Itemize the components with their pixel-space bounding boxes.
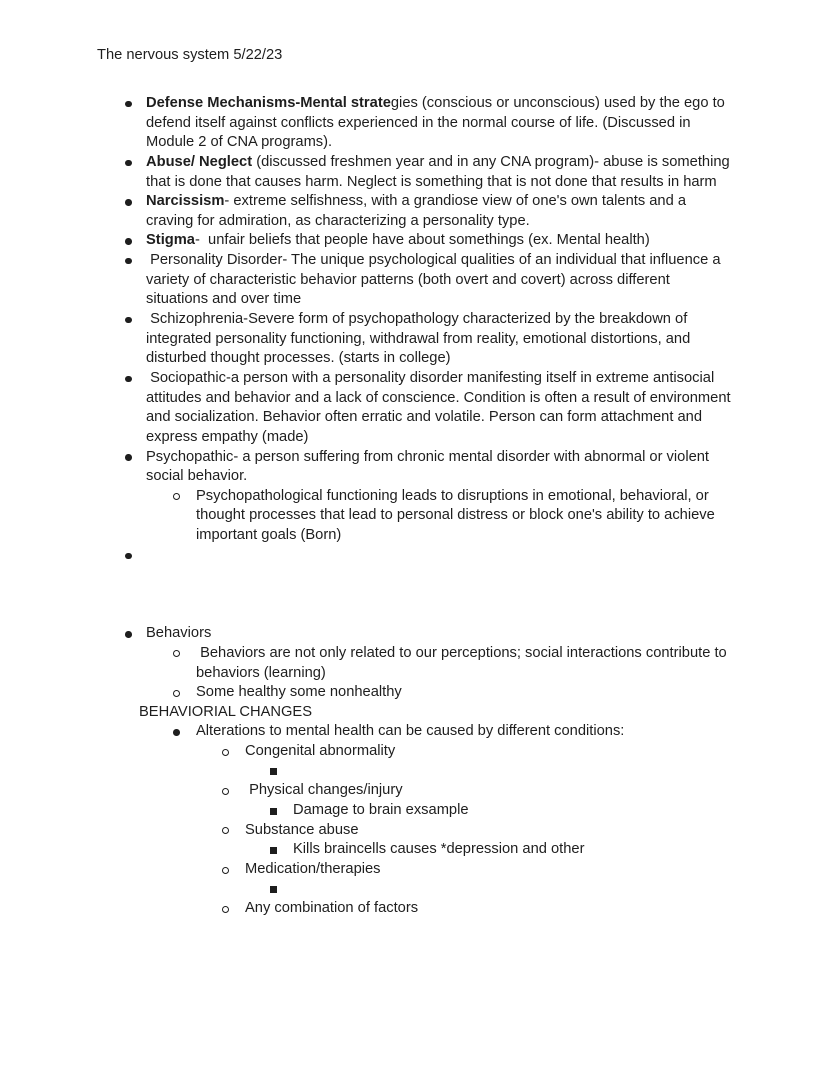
list-item-text: BEHAVIORIAL CHANGES	[139, 703, 313, 720]
document-title: The nervous system 5/22/23	[97, 47, 283, 63]
list-item-text: Alterations to mental health can be caused by different conditions:	[196, 723, 625, 740]
list-item	[245, 860, 731, 880]
list-item-text: Kills braincells causes *depression and other	[293, 841, 585, 858]
blank-line	[0, 565, 731, 585]
list-item-text: Congenital abnormality	[245, 743, 396, 760]
list-item	[146, 251, 731, 310]
list-item	[146, 153, 734, 192]
bullet-square-icon	[270, 768, 277, 775]
bullet-circle-icon	[222, 788, 229, 795]
list-item	[146, 369, 735, 448]
list-item	[293, 762, 731, 782]
list-item-text: Narcissism- extreme selfishness, with a grandiose view of one's own talents and a craving for admiration, as characterizing a personality type.	[146, 193, 691, 229]
list-item-text: Abuse/ Neglect (discussed freshmen year and in any CNA program)- abuse is something that is done that causes harm. Neglect is something that is not done that results in harm	[146, 153, 734, 190]
list-item	[146, 448, 731, 487]
list-item-text: Some healthy some nonhealthy	[196, 684, 402, 701]
bullet-circle-icon	[222, 827, 229, 834]
list-item	[245, 821, 731, 841]
list-item	[196, 683, 731, 703]
blank-line	[0, 585, 731, 605]
list-item	[245, 899, 731, 919]
bullet-disc-icon	[125, 454, 132, 461]
list-item-text: Schizophrenia-Severe form of psychopathology characterized by the breakdown of integrated personality functioning, withdrawal from reality, emotional distortions, and disturbed thought processes. (starts in college)	[146, 311, 695, 367]
bullet-disc-icon	[125, 199, 132, 206]
bullet-disc-icon	[125, 317, 132, 324]
notes-list	[0, 94, 735, 919]
list-item	[146, 231, 731, 251]
list-item	[146, 192, 731, 231]
list-item-text: Stigma- unfair beliefs that people have about somethings (ex. Mental health)	[146, 232, 650, 249]
list-item	[196, 722, 731, 742]
bullet-disc-icon	[125, 101, 132, 108]
list-item-text: Psychopathic- a person suffering from chronic mental disorder with abnormal or violent social behavior.	[146, 448, 714, 485]
bullet-disc-icon	[125, 238, 132, 245]
list-item	[196, 644, 731, 683]
list-item-text: Personality Disorder- The unique psychological qualities of an individual that influence a variety of characteristic behavior patterns (both overt and covert) across different situations and over time	[146, 252, 725, 308]
list-item	[245, 781, 731, 801]
blank-line	[0, 605, 731, 625]
list-item	[245, 742, 731, 762]
bullet-disc-icon	[125, 631, 132, 638]
list-item	[293, 801, 731, 821]
list-item	[293, 880, 731, 900]
list-item-text: Defense Mechanisms-Mental strategies (conscious or unconscious) used by the ego to defend itself against conflicts experienced in the normal course of life. (Discussed in Module 2 of CNA programs).	[146, 95, 729, 151]
bullet-disc-icon	[125, 376, 132, 383]
list-item-text: Any combination of factors	[245, 900, 419, 917]
bullet-disc-icon	[125, 258, 132, 265]
list-item-text: Medication/therapies	[245, 860, 381, 877]
bullet-square-icon	[270, 886, 277, 893]
list-item-text: Substance abuse	[245, 821, 359, 838]
bullet-disc-icon	[125, 553, 132, 560]
bullet-circle-icon	[222, 749, 229, 756]
list-item-text: Psychopathological functioning leads to disruptions in emotional, behavioral, or thought processes that lead to personal distress or block one's ability to achieve important goals (Born)	[196, 487, 719, 544]
list-item-text: Sociopathic-a person with a personality disorder manifesting itself in extreme antisocial attitudes and behavior and a lack of conscience. Condition is often a result of environment and socialization. Behavior often erratic and volatile. Person can form attachment and express empathy (made)	[146, 369, 735, 445]
list-item	[293, 840, 731, 860]
paragraph	[139, 703, 731, 723]
bullet-circle-icon	[173, 493, 180, 500]
list-item	[146, 624, 731, 644]
bullet-square-icon	[270, 808, 277, 815]
list-item	[146, 94, 731, 153]
list-item-text: Behaviors	[146, 625, 212, 642]
list-item-text: Damage to brain exsample	[293, 801, 469, 818]
bullet-circle-icon	[173, 650, 180, 657]
bullet-square-icon	[270, 847, 277, 854]
bullet-circle-icon	[222, 906, 229, 913]
bullet-circle-icon	[173, 690, 180, 697]
bullet-circle-icon	[222, 867, 229, 874]
list-item	[146, 546, 731, 566]
list-item-text: Physical changes/injury	[245, 782, 403, 799]
bullet-disc-icon	[125, 160, 132, 167]
list-item	[146, 310, 731, 369]
list-item-text: Behaviors are not only related to our perceptions; social interactions contribute to behaviors (learning)	[196, 644, 731, 681]
bullet-disc-icon	[173, 729, 180, 736]
list-item	[196, 487, 731, 546]
